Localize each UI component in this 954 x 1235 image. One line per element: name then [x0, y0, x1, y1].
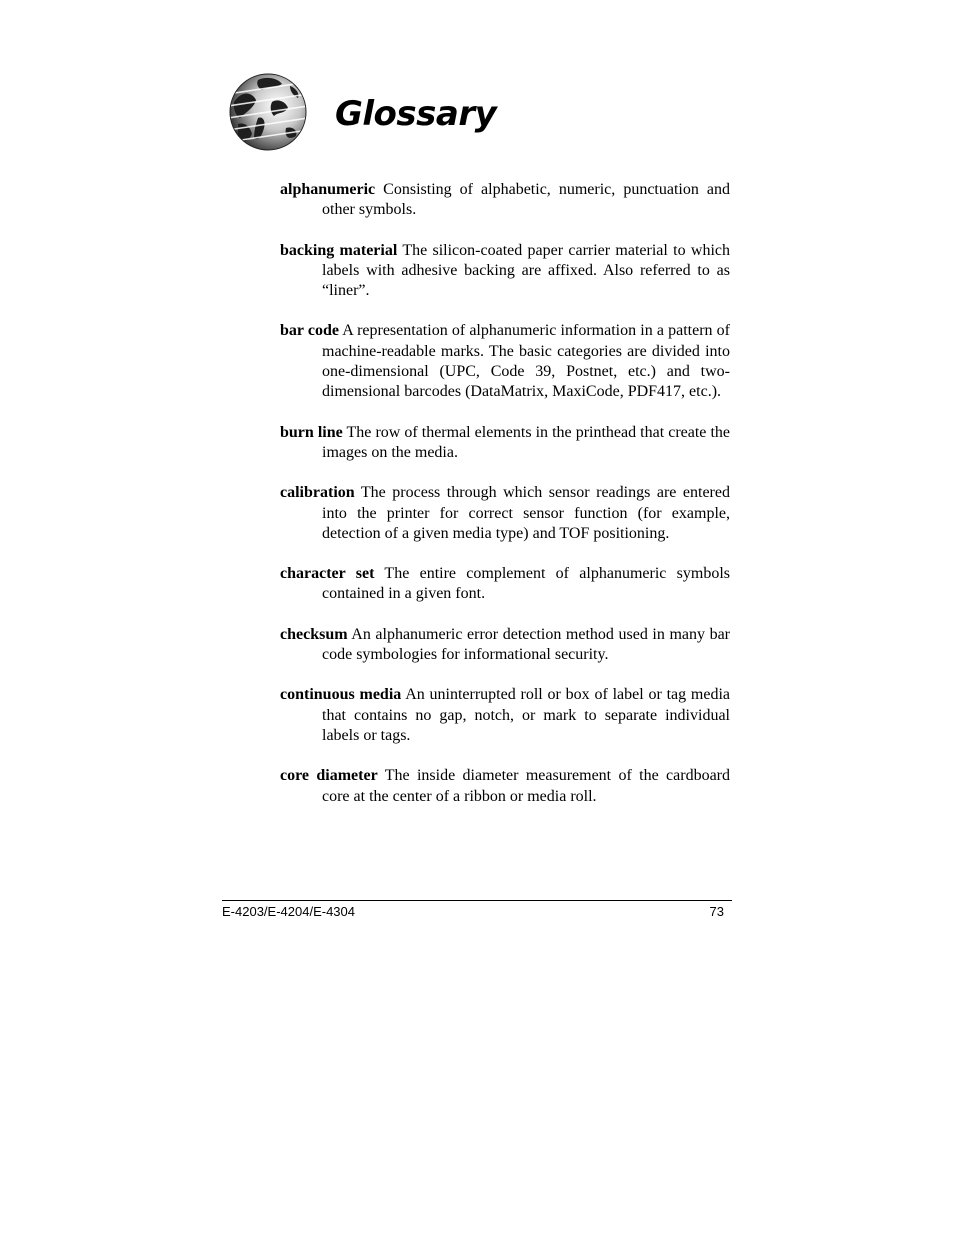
glossary-list — [280, 180, 730, 827]
glossary-definition: The process through which sensor readings are entered into the printer for correct sensor function (for example, detection of a given media type) and TOF positioning. — [322, 484, 730, 542]
glossary-entry-checksum — [280, 625, 730, 666]
glossary-entry-core-diameter — [280, 766, 730, 807]
page-number: 73 — [709, 904, 724, 919]
glossary-definition: The row of thermal elements in the printhead that create the images on the media. — [322, 423, 731, 461]
glossary-definition: A representation of alphanumeric information in a pattern of machine-readable marks. The basic categories are divided into one-dimensional (UPC, Code 39, Postnet, etc.) and two-dimensional barcodes (DataMatrix, MaxiCode, PDF417, etc.). — [322, 322, 731, 401]
glossary-definition: Consisting of alphabetic, numeric, punctuation and other symbols. — [322, 181, 730, 219]
glossary-term: core diameter — [280, 767, 378, 785]
glossary-definition: An uninterrupted roll or box of label or tag media that contains no gap, notch, or mark to separate individual labels or tags. — [322, 686, 731, 744]
glossary-entry-continuous-media — [280, 685, 730, 746]
glossary-term: alphanumeric — [280, 181, 376, 198]
glossary-term: bar code — [280, 322, 339, 340]
glossary-term: backing material — [280, 241, 398, 259]
footer-divider — [222, 900, 732, 901]
glossary-term: checksum — [280, 625, 348, 643]
glossary-term: continuous media — [280, 686, 402, 704]
glossary-term: character set — [280, 565, 375, 583]
glossary-entry-burn-line — [280, 423, 730, 464]
glossary-entry-calibration — [280, 483, 730, 544]
page-title: Glossary — [335, 94, 497, 134]
glossary-term: burn line — [280, 423, 343, 441]
globe-icon — [228, 72, 308, 152]
glossary-term: calibration — [280, 484, 355, 502]
glossary-definition: The inside diameter measurement of the cardboard core at the center of a ribbon or media roll. — [322, 767, 730, 805]
glossary-definition: The entire complement of alphanumeric symbols contained in a given font. — [322, 565, 731, 603]
glossary-entry-character-set — [280, 564, 730, 605]
footer-model: E-4203/E-4204/E-4304 — [222, 904, 355, 919]
glossary-entry-alphanumeric — [280, 180, 730, 221]
glossary-definition: An alphanumeric error detection method used in many bar code symbologies for informational security. — [322, 625, 730, 664]
glossary-entry-backing-material — [280, 241, 730, 302]
glossary-definition: The silicon-coated paper carrier material to which labels with adhesive backing are affixed. Also referred to as “liner”. — [322, 241, 730, 300]
glossary-entry-bar-code — [280, 321, 730, 402]
